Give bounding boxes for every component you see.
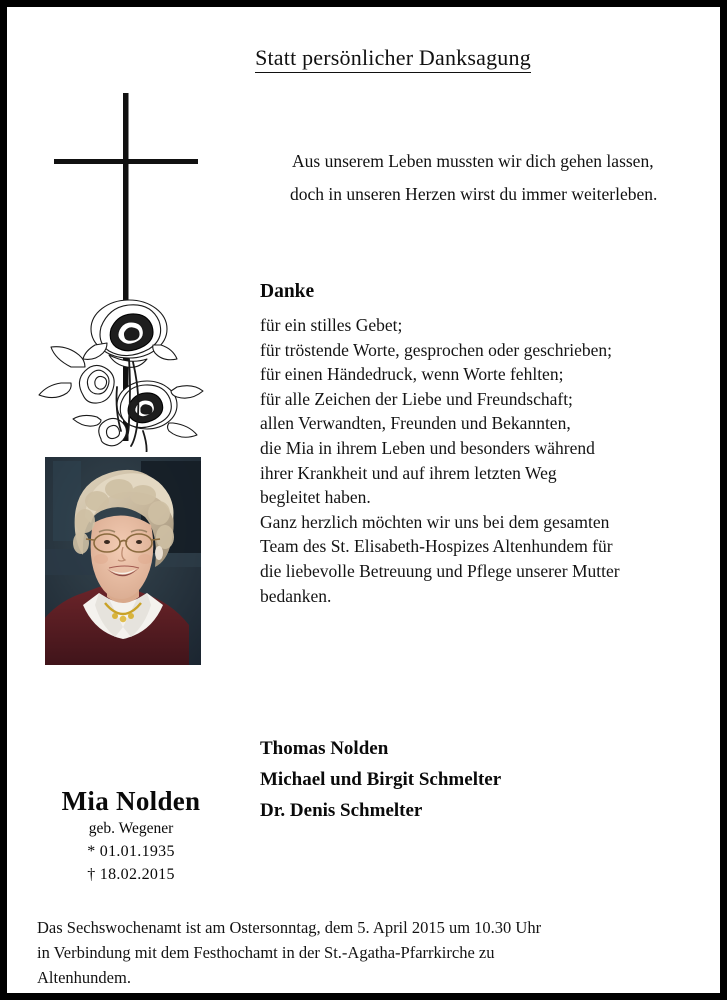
thanks-line: für tröstende Worte, gesprochen oder geschrieben;	[260, 339, 613, 360]
deceased-birth-date: * 01.01.1935	[87, 843, 175, 860]
thanks-line: für alle Zeichen der Liebe und Freundschaft;	[260, 388, 573, 409]
portrait-photo	[45, 457, 201, 665]
verse-line-2: doch in unseren Herzen wirst du immer weiterleben.	[290, 184, 658, 204]
service-notice-line: in Verbindung mit dem Festhochamt in der St.-Agatha-Pfarrkirche zu	[37, 943, 495, 962]
thanks-line: bedanken.	[260, 585, 332, 606]
deceased-maiden-name: geb. Wegener	[88, 820, 174, 837]
family-signatures	[260, 733, 501, 826]
thanks-line: für einen Händedruck, wenn Worte fehlten;	[260, 364, 564, 385]
family-member: Michael und Birgit Schmelter	[260, 769, 502, 790]
family-member: Dr. Denis Schmelter	[260, 800, 423, 821]
family-member: Thomas Nolden	[260, 738, 389, 759]
thanks-line: ihrer Krankheit und auf ihrem letzten Weg	[260, 462, 557, 483]
deceased-name: Mia Nolden	[61, 786, 201, 816]
thanks-line: begleitet haben.	[260, 487, 371, 508]
cross-with-roses-icon	[37, 87, 217, 452]
thanks-line: Ganz herzlich möchten wir uns bei dem gesamten	[260, 511, 610, 532]
thanks-line: die liebevolle Betreuung und Pflege unserer Mutter	[260, 560, 620, 581]
page-title	[7, 45, 727, 73]
deceased-details	[15, 785, 247, 886]
thanks-line: allen Verwandten, Freunden und Bekannten,	[260, 413, 571, 434]
page-title-text: Statt persönlicher Danksagung	[255, 45, 531, 73]
thanks-line: die Mia in ihrem Leben und besonders während	[260, 437, 595, 458]
thanks-body	[260, 313, 712, 608]
service-notice-line: Altenhundem.	[37, 968, 131, 987]
thanks-line: für ein stilles Gebet;	[260, 315, 403, 335]
thanks-line: Team des St. Elisabeth-Hospizes Altenhundem für	[260, 536, 613, 557]
thanks-heading: Danke	[260, 281, 315, 302]
service-notice	[37, 915, 709, 990]
memorial-verse	[260, 145, 720, 211]
deceased-death-date: † 18.02.2015	[87, 866, 175, 883]
service-notice-line: Das Sechswochenamt ist am Ostersonntag, dem 5. April 2015 um 10.30 Uhr	[37, 918, 542, 937]
verse-line-1: Aus unserem Leben mussten wir dich gehen lassen,	[292, 151, 654, 171]
